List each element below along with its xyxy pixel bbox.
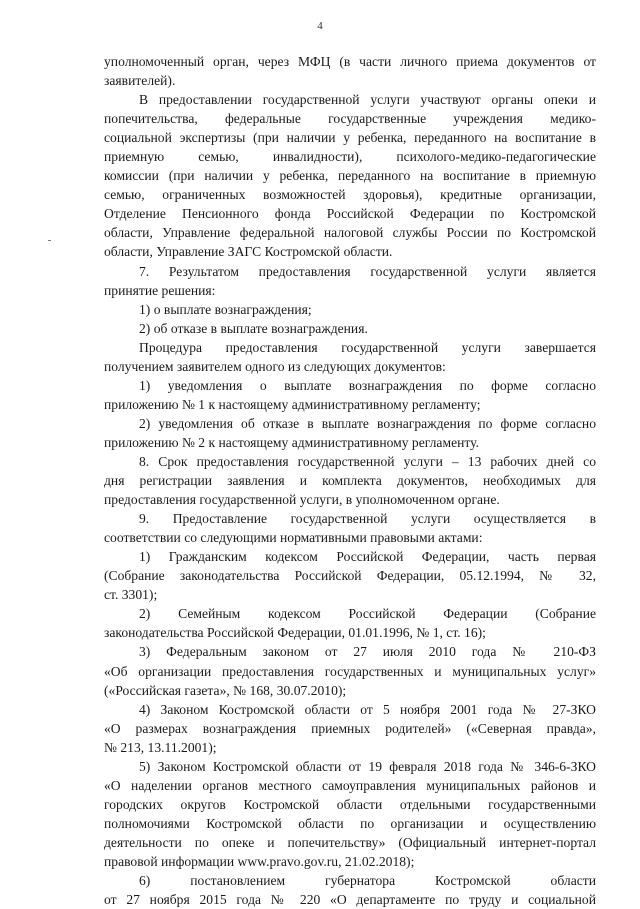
text-line: от 27 ноября 2015 года № 220 «О департаменте по труду и социальной xyxy=(104,892,596,908)
text-line: приложению № 1 к настоящему административному регламенту; xyxy=(104,396,481,412)
text-line: 3) Федеральным законом от 27 июля 2010 года № 210-ФЗ xyxy=(139,644,596,660)
text-line: 8. Срок предоставления государственной услуги – 13 рабочих дней со xyxy=(139,453,596,469)
text-line: Отделение Пенсионного фонда Российской Федерации по Костромской xyxy=(104,206,596,222)
document-body xyxy=(104,52,596,909)
text-line: 1) Гражданским кодексом Российской Федерации, часть первая xyxy=(139,549,596,565)
text-line: приложению № 2 к настоящему административному регламенту. xyxy=(104,434,479,450)
text-line: предоставления государственной услуги, в уполномоченном органе. xyxy=(104,492,500,508)
text-line: № 213, 13.11.2001); xyxy=(104,739,217,755)
margin-mark xyxy=(48,240,51,241)
text-line: дня регистрации заявления и комплекта документов, необходимых для xyxy=(104,473,596,489)
text-line: 2) об отказе в выплате вознаграждения. xyxy=(139,320,368,336)
text-line: уполномоченный орган, через МФЦ (в части личного приема документов от xyxy=(104,54,596,69)
text-line: получением заявителем одного из следующих документов: xyxy=(104,358,446,374)
text-line: 9. Предоставление государственной услуги осуществляется в xyxy=(139,511,596,527)
text-line: городских округов Костромской области отдельными государственными xyxy=(104,796,596,812)
text-line: 5) Законом Костромской области от 19 февраля 2018 года № 346-6-ЗКО xyxy=(139,758,596,774)
text-line: соответствии со следующими нормативными правовыми актами: xyxy=(104,530,483,546)
text-line: 2) Семейным кодексом Российской Федерации (Собрание xyxy=(139,606,596,622)
text-line: принятие решения: xyxy=(104,282,216,298)
text-line: правовой информации www.pravo.gov.ru, 21.02.2018); xyxy=(104,853,415,869)
text-line: 1) о выплате вознаграждения; xyxy=(139,301,312,317)
text-line: «Об организации предоставления государственных и муниципальных услуг» xyxy=(104,663,596,679)
text-line: заявителей). xyxy=(104,73,176,89)
text-line: («Российская газета», № 168, 30.07.2010); xyxy=(104,682,347,698)
text-line: социальной экспертизы (при наличии у ребенка, переданного на воспитание в xyxy=(104,130,596,146)
text-line: области, Управление федеральной налоговой службы России по Костромской xyxy=(104,225,596,241)
text-line: законодательства Российской Федерации, 01.01.1996, № 1, ст. 16); xyxy=(104,625,486,641)
text-line: «О наделении органов местного самоуправления муниципальных районов и xyxy=(104,777,596,793)
text-line: В предоставлении государственной услуги участвуют органы опеки и xyxy=(139,92,596,108)
text-line: Процедура предоставления государственной услуги завершается xyxy=(139,339,596,355)
text-line: «О размерах вознаграждения приемных родителей» («Северная правда», xyxy=(104,720,596,736)
text-line: 6) постановлением губернатора Костромской области xyxy=(139,873,596,889)
text-line: 2) уведомления об отказе в выплате вознаграждения по форме согласно xyxy=(139,415,596,431)
text-line: 4) Законом Костромской области от 5 ноября 2001 года № 27-ЗКО xyxy=(139,701,596,717)
text-line: полномочиями Костромской области по организации и осуществлению xyxy=(104,815,596,831)
text-line: приемную семью, инвалидности), психолого-медико-педагогические xyxy=(104,149,596,165)
text-line: комиссии (при наличии у ребенка, переданного на воспитание в приемную xyxy=(104,168,596,184)
page-number: 4 xyxy=(317,20,323,32)
text-line: попечительства, федеральные государственные учреждения медико- xyxy=(104,111,596,127)
text-line: 1) уведомления о выплате вознаграждения по форме согласно xyxy=(139,377,596,393)
text-line: (Собрание законодательства Российской Федерации, 05.12.1994, № 32, xyxy=(104,568,596,584)
text-line: ст. 3301); xyxy=(104,587,158,603)
text-line: семью, ограниченных возможностей здоровья), кредитные организации, xyxy=(104,187,596,203)
text-line: области, Управление ЗАГС Костромской области. xyxy=(104,244,393,260)
text-line: 7. Результатом предоставления государственной услуги является xyxy=(139,263,596,279)
text-line: деятельности по опеке и попечительству» (Официальный интернет-портал xyxy=(104,834,596,850)
